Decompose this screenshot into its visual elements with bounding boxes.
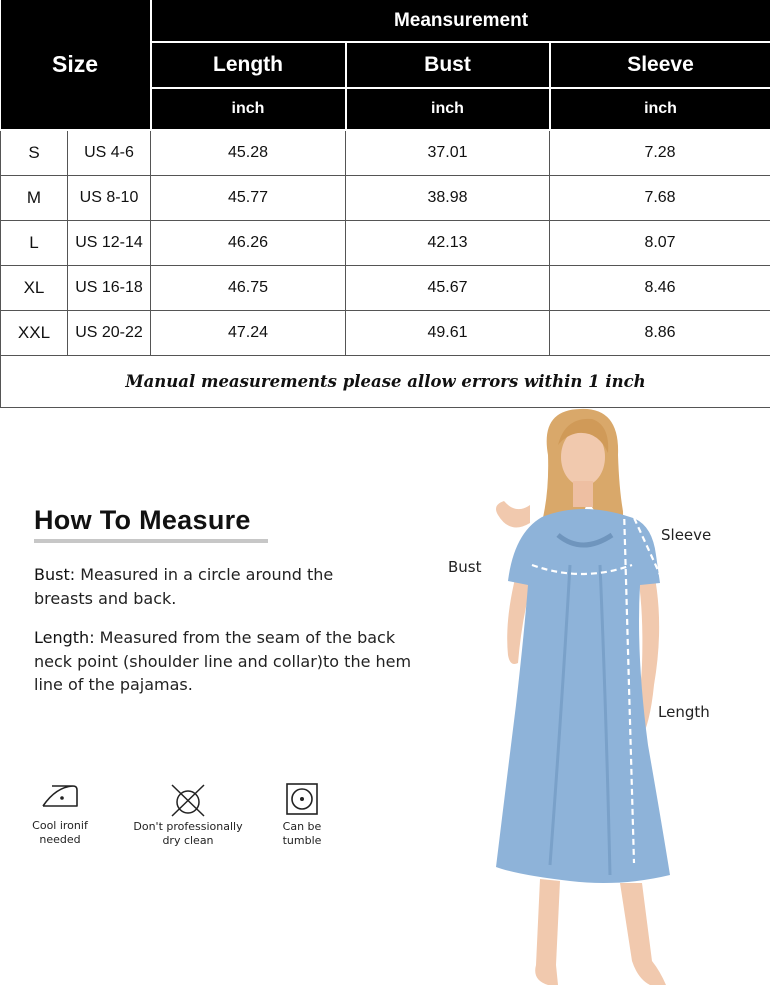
no-dry-clean-icon	[168, 782, 208, 818]
care-item-iron	[0, 782, 120, 847]
sleeve-label: Sleeve	[661, 526, 712, 544]
bust-column-header: Bust	[346, 42, 550, 88]
model-in-nightgown-image	[470, 405, 770, 1000]
tumble-dry-icon	[285, 782, 319, 816]
note-row	[1, 355, 770, 407]
care-caption-line1: Can be	[282, 820, 322, 833]
table-row	[1, 310, 770, 355]
care-item-dry-clean	[128, 782, 248, 848]
bust-unit: inch	[346, 88, 550, 130]
length-cell: 45.77	[151, 175, 346, 220]
title-underline	[34, 539, 268, 543]
us-size-cell: US 8-10	[68, 175, 151, 220]
table-row	[1, 130, 770, 175]
care-caption-line2: needed	[39, 833, 81, 846]
bust-cell: 42.13	[346, 220, 550, 265]
bust-description	[34, 563, 374, 610]
us-size-cell: US 16-18	[68, 265, 151, 310]
bust-cell: 38.98	[346, 175, 550, 220]
size-cell: XL	[1, 265, 68, 310]
care-caption-line1: Don't professionally	[133, 820, 243, 833]
length-cell: 47.24	[151, 310, 346, 355]
length-label: Length	[658, 703, 710, 721]
sleeve-column-header: Sleeve	[550, 42, 770, 88]
sleeve-unit: inch	[550, 88, 770, 130]
measurement-note: Manual measurements please allow errors within 1 inch	[1, 355, 770, 407]
length-description	[34, 626, 414, 697]
sleeve-cell: 8.86	[550, 310, 770, 355]
care-item-tumble	[242, 782, 362, 848]
length-description-text: Measured from the seam of the back neck point (shoulder line and collar)to the hem line of the pajamas.	[34, 628, 412, 694]
bust-description-text: Measured in a circle around the breasts and back.	[34, 565, 334, 608]
table-row	[1, 175, 770, 220]
length-column-header: Length	[151, 42, 346, 88]
sleeve-cell: 8.07	[550, 220, 770, 265]
table-row	[1, 265, 770, 310]
care-caption-line2: tumble	[282, 834, 322, 847]
us-size-cell: US 20-22	[68, 310, 151, 355]
size-header: Size	[1, 0, 151, 130]
sleeve-cell: 8.46	[550, 265, 770, 310]
size-chart-table	[0, 0, 770, 408]
bust-cell: 49.61	[346, 310, 550, 355]
size-cell: L	[1, 220, 68, 265]
care-caption-line1: Cool ironif	[32, 819, 88, 832]
us-size-cell: US 12-14	[68, 220, 151, 265]
size-cell: S	[1, 130, 68, 175]
bust-cell: 37.01	[346, 130, 550, 175]
how-to-measure-title: How To Measure	[34, 505, 251, 535]
length-cell: 45.28	[151, 130, 346, 175]
care-caption-line2: dry clean	[162, 834, 214, 847]
sleeve-cell: 7.28	[550, 130, 770, 175]
iron-icon	[40, 782, 80, 810]
length-cell: 46.75	[151, 265, 346, 310]
table-row	[1, 220, 770, 265]
bust-cell: 45.67	[346, 265, 550, 310]
measurement-header: Meansurement	[151, 0, 770, 42]
size-cell: M	[1, 175, 68, 220]
bust-label: Bust	[448, 558, 482, 576]
length-cell: 46.26	[151, 220, 346, 265]
length-description-label: Length:	[34, 628, 95, 647]
bust-description-label: Bust:	[34, 565, 76, 584]
sleeve-cell: 7.68	[550, 175, 770, 220]
size-cell: XXL	[1, 310, 68, 355]
us-size-cell: US 4-6	[68, 130, 151, 175]
length-unit: inch	[151, 88, 346, 130]
